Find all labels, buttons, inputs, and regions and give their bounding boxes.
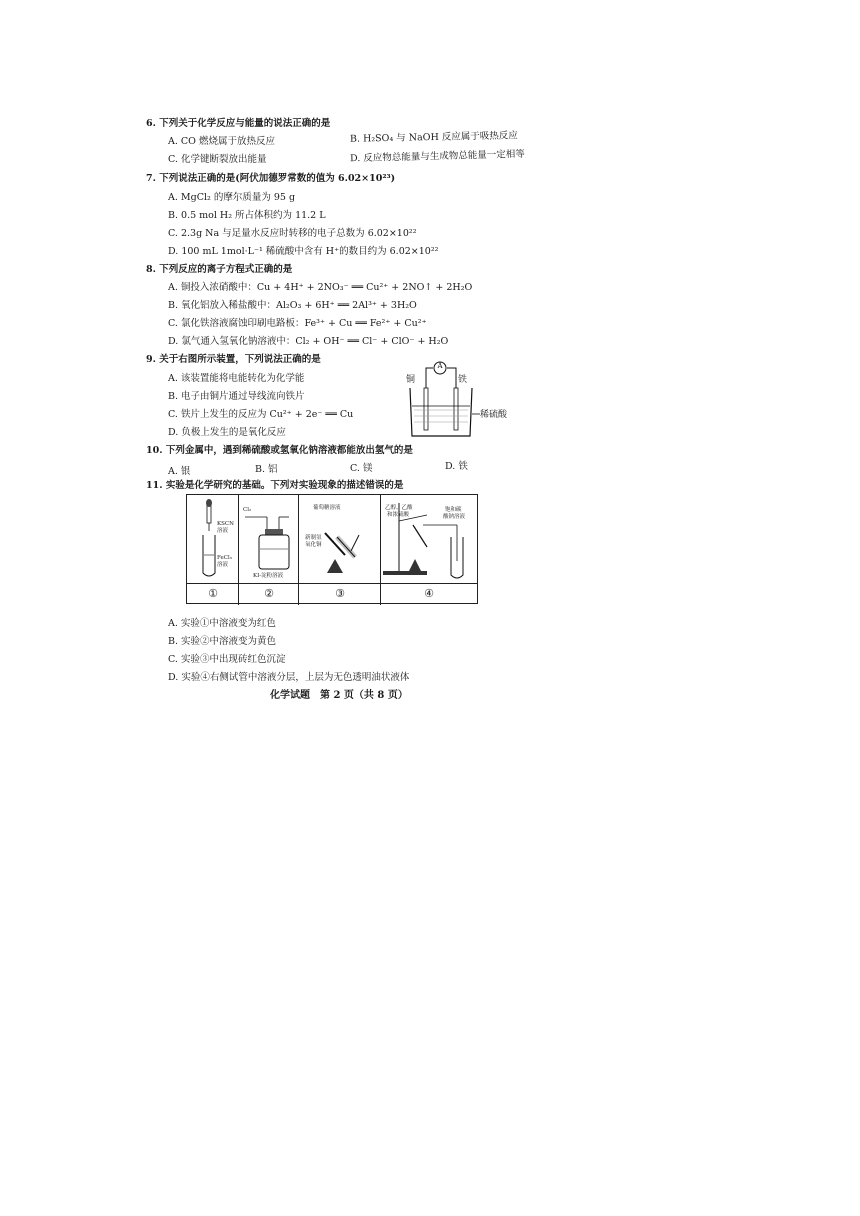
experiment-1-number: ①	[208, 587, 218, 600]
q11-option-a: A. 实验①中溶液变为红色	[168, 618, 276, 629]
q9-stem: 9. 关于右图所示装置，下列说法正确的是	[146, 354, 321, 365]
q10-stem: 10. 下列金属中，遇到稀硫酸或氢氧化钠溶液都能放出氢气的是	[146, 445, 413, 456]
q8-stem: 8. 下列反应的离子方程式正确的是	[146, 264, 293, 275]
sulfuric-acid-label: 和浓硫酸	[387, 512, 410, 518]
q7-option-a: A. MgCl₂ 的摩尔质量为 95 g	[168, 192, 296, 203]
q9-option-d: D. 负极上发生的是氧化反应	[168, 427, 286, 438]
ethanol-acid-label: 乙醇、乙酸	[385, 505, 413, 511]
galvanic-cell-figure	[400, 358, 520, 438]
copper-hydroxide-label-2: 氧化铜	[305, 542, 322, 548]
q8-option-a: A. 铜投入浓硝酸中：Cu + 4H⁺ + 2NO₃⁻ ══ Cu²⁺ + 2NO↑ + 2H₂O	[168, 282, 473, 293]
q7-option-d: D. 100 mL 1mol·L⁻¹ 稀硫酸中含有 H⁺的数目约为 6.02×10²²	[168, 246, 439, 257]
q9-option-c: C. 铁片上发生的反应为 Cu²⁺ + 2e⁻ ══ Cu	[168, 409, 354, 420]
copper-label: 铜	[406, 375, 416, 385]
sodium-carbonate-label-1: 饱和碳	[445, 507, 462, 513]
q10-option-a: A. 银	[168, 466, 191, 477]
q10-option-c: C. 镁	[350, 463, 373, 474]
experiment-number-row	[187, 583, 477, 604]
q8-option-c: C. 氯化铁溶液腐蚀印刷电路板：Fe³⁺ + Cu ══ Fe²⁺ + Cu²⁺	[168, 318, 427, 329]
copper-hydroxide-label-1: 新制氢	[305, 535, 322, 541]
page-footer: 化学试题 第 2 页（共 8 页）	[270, 690, 408, 701]
q7-option-c: C. 2.3g Na 与足量水反应时转移的电子总数为 6.02×10²²	[168, 228, 417, 239]
q9-option-b: B. 电子由铜片通过导线流向铁片	[168, 391, 305, 402]
experiment-3-number: ③	[335, 587, 345, 600]
q10-option-b: B. 铝	[255, 464, 278, 475]
fecl3-solution-label: 溶液	[217, 562, 229, 568]
q9-option-a: A. 该装置能将电能转化为化学能	[168, 373, 305, 384]
kscn-label: KSCN	[217, 521, 234, 527]
q6-option-c: C. 化学键断裂放出能量	[168, 154, 267, 165]
ki-starch-label: KI-淀粉溶液	[253, 573, 284, 579]
q6-option-b: B. H₂SO₄ 与 NaOH 反应属于吸热反应	[349, 130, 518, 145]
q11-stem: 11. 实验是化学研究的基础。下列对实验现象的描述错误的是	[146, 480, 404, 491]
q6-stem: 6. 下列关于化学反应与能量的说法正确的是	[146, 118, 331, 129]
q8-option-b: B. 氧化铝放入稀盐酸中：Al₂O₃ + 6H⁺ ══ 2Al³⁺ + 3H₂O	[168, 300, 417, 311]
glucose-label: 葡萄糖溶液	[313, 505, 341, 511]
q10-option-d: D. 铁	[445, 461, 468, 472]
experiment-4-number: ④	[424, 587, 434, 600]
kscn-solution-label: 溶液	[217, 528, 229, 534]
sodium-carbonate-label-2: 酸钠溶液	[443, 514, 466, 520]
q11-option-c: C. 实验③中出现砖红色沉淀	[168, 654, 286, 665]
experiment-figure-table	[186, 494, 478, 604]
chlorine-label: Cl₂	[243, 507, 252, 513]
q8-option-d: D. 氯气通入氢氧化钠溶液中：Cl₂ + OH⁻ ══ Cl⁻ + ClO⁻ + H₂O	[168, 336, 449, 347]
dilute-sulfuric-acid-label: 稀硫酸	[480, 410, 508, 420]
q7-stem: 7. 下列说法正确的是(阿伏加德罗常数的值为 6.02×10²³)	[146, 173, 396, 184]
q11-option-b: B. 实验②中溶液变为黄色	[168, 636, 277, 647]
q7-option-b: B. 0.5 mol H₂ 所占体积约为 11.2 L	[168, 210, 326, 221]
experiment-2-number: ②	[264, 587, 274, 600]
q6-option-a: A. CO 燃烧属于放热反应	[168, 136, 275, 147]
ammeter-label: A	[437, 362, 443, 370]
iron-label: 铁	[458, 375, 468, 385]
galvanic-cell-drawing	[400, 358, 520, 438]
fecl3-label: FeCl₃	[217, 555, 232, 561]
q11-option-d: D. 实验④右侧试管中溶液分层，上层为无色透明油状液体	[168, 672, 410, 683]
q6-option-d: D. 反应物总能量与生成物总能量一定相等	[349, 148, 525, 165]
